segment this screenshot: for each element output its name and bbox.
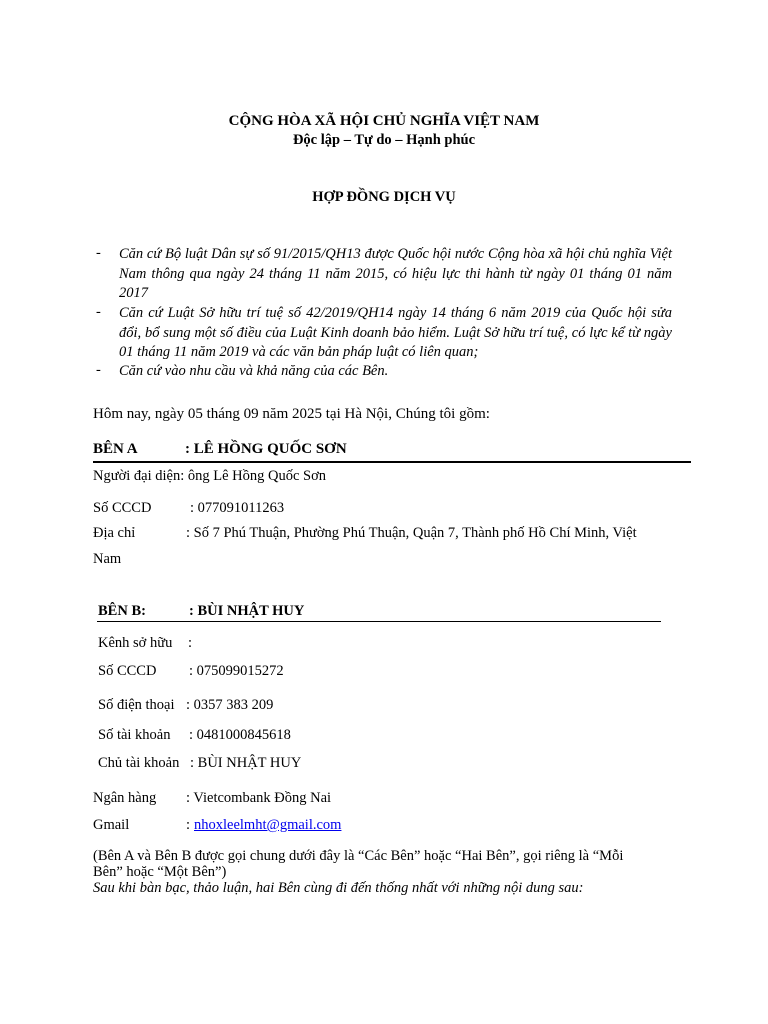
party-a-address-value: : Số 7 Phú Thuận, Phường Phú Thuận, Quận 7, Thành phố Hồ Chí Minh, Việt [186,525,637,541]
party-b-gmail-colon: : [186,817,191,833]
party-b-holder-label: Chủ tài khoản [98,755,180,771]
party-a-id-label: Số CCCD [93,500,152,516]
legal-basis-item: Căn cứ Luật Sở hữu trí tuệ số 42/2019/QH14 ngày 14 tháng 6 năm 2019 của Quốc hội sửa đổi, bổ sung một số điều của Luật Kinh doanh bảo hiểm. Luật Sở hữu trí tuệ, có lực kể từ ngày 01 tháng 11 năm 2019 và các văn bản pháp luật có liên quan; [119,305,672,360]
party-b-channel-label: Kênh sở hữu [98,635,173,651]
contract-title: HỢP ĐỒNG DỊCH VỤ [312,189,456,205]
party-b-label: BÊN B: [98,603,146,619]
legal-basis-item: Căn cứ vào nhu cầu và khả năng của các Bên. [119,363,389,379]
party-b-bank-label: Ngân hàng [93,790,157,806]
national-title: CỘNG HÒA XÃ HỘI CHỦ NGHĨA VIỆT NAM [228,113,540,129]
party-b-account-label: Số tài khoản [98,727,171,743]
national-motto: Độc lập – Tự do – Hạnh phúc [292,132,476,148]
party-b-name: : BÙI NHẬT HUY [189,603,305,619]
party-a-id-value: : 077091011263 [190,500,285,516]
definition-line-2: Bên” hoặc “Một Bên”) [93,864,227,880]
party-a-divider [93,461,691,463]
party-a-name: : LÊ HỒNG QUỐC SƠN [185,441,347,457]
party-b-channel-value: : [188,635,193,651]
party-b-account-value: : 0481000845618 [189,727,291,743]
party-b-id-value: : 075099015272 [189,663,284,679]
bullet-dash: - [96,362,101,378]
party-a-representative: Người đại diện: ông Lê Hồng Quốc Sơn [93,468,327,484]
party-b-gmail-label: Gmail [93,817,130,833]
party-b-holder-value: : BÙI NHẬT HUY [190,755,302,771]
bullet-dash: - [96,245,101,261]
party-a-label: BÊN A [93,441,138,457]
party-b-phone-value: : 0357 383 209 [186,697,274,713]
definition-line-1: (Bên A và Bên B được gọi chung dưới đây là “Các Bên” hoặc “Hai Bên”, gọi riêng là “Mỗi [93,848,624,864]
party-b-id-label: Số CCCD [98,663,157,679]
party-b-gmail-link[interactable]: nhoxleelmht@gmail.com [194,817,342,833]
bullet-dash: - [96,304,101,320]
legal-basis-item: Căn cứ Bộ luật Dân sự số 91/2015/QH13 được Quốc hội nước Cộng hòa xã hội chủ nghĩa Việt Nam thông qua ngày 24 tháng 11 năm 2015, có hiệu lực thi hành từ ngày 01 tháng 01 năm 2017 [119,246,672,301]
party-a-address-label: Địa chỉ [93,525,136,541]
party-b-phone-label: Số điện thoại [98,697,175,713]
party-a-address-continued: Nam [93,551,122,567]
party-b-bank-value: : Vietcombank Đồng Nai [186,790,332,806]
agreement-line: Sau khi bàn bạc, thảo luận, hai Bên cùng đi đến thống nhất với những nội dung sau: [93,880,584,896]
intro-line: Hôm nay, ngày 05 tháng 09 năm 2025 tại Hà Nội, Chúng tôi gồm: [93,406,490,422]
party-b-divider [97,621,661,622]
